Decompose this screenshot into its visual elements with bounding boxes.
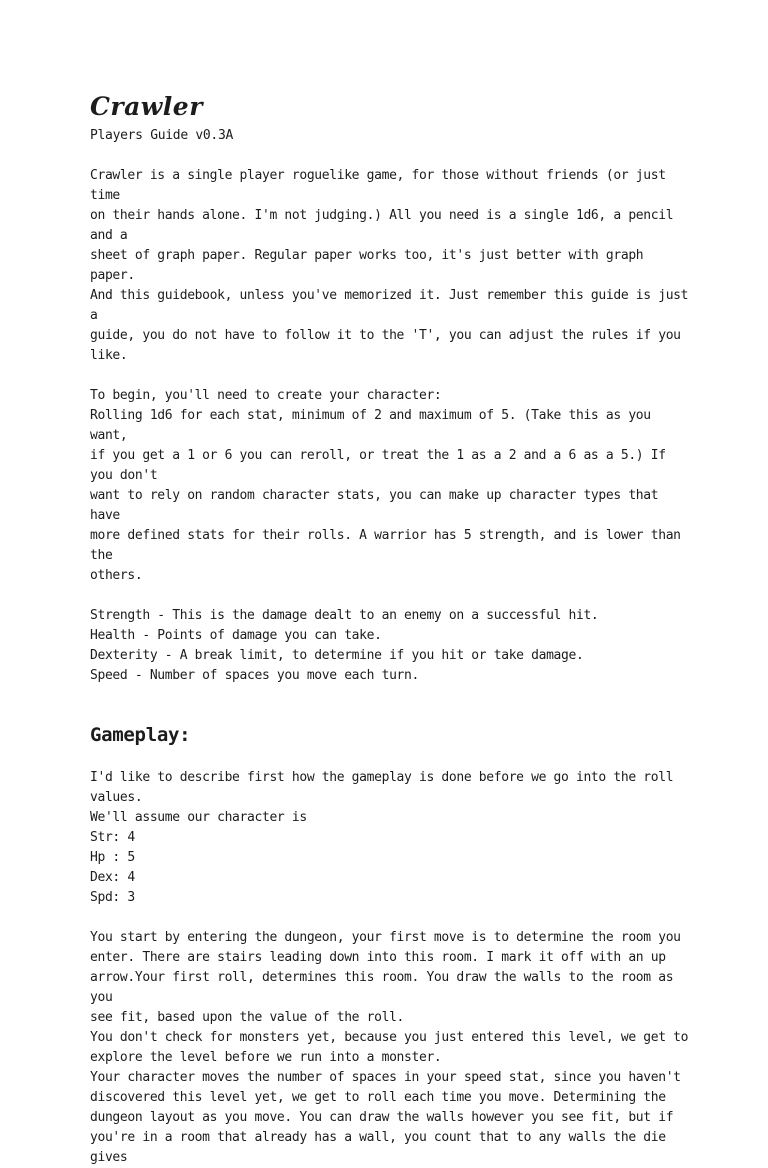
- stat-dexterity: Dexterity - A break limit, to determine if you hit or take damage.: [90, 648, 584, 663]
- stat-speed: Speed - Number of spaces you move each turn.: [90, 668, 419, 683]
- stats-list: [90, 606, 690, 686]
- stat-health: Health - Points of damage you can take.: [90, 628, 382, 643]
- gameplay-heading: Gameplay:: [90, 724, 191, 746]
- gameplay-body-paragraph: You start by entering the dungeon, your first move is to determine the room you enter. There are stairs leading down into this room. I mark it off with an up arrow.Your first roll, determines this room. You draw the walls to the room as you see fit, based upon the value of the roll. You don't check for monsters yet, because you just entered this level, we get to explore the level before we run into a monster. Your character moves the number of spaces in your speed stat, since you haven't discovered this level yet, we get to roll each time you move. Determining the dungeon layout as you move. You can draw the walls however you see fit, but if you're in a room that already has a wall, you count that to any walls the die gives: [90, 930, 689, 1165]
- stat-strength: Strength - This is the damage dealt to an enemy on a successful hit.: [90, 608, 599, 623]
- document-title: Crawler: [90, 92, 203, 121]
- document-subtitle: Players Guide v0.3A: [90, 128, 234, 143]
- gameplay-intro-paragraph: I'd like to describe first how the gameplay is done before we go into the roll values. We'll assume our character is Str: 4 Hp : 5 Dex: 4 Spd: 3: [90, 770, 674, 905]
- character-creation-paragraph: To begin, you'll need to create your character: Rolling 1d6 for each stat, minimum of 2 and maximum of 5. (Take this as you want, if you get a 1 or 6 you can reroll, or treat the 1 as a 2 and a 6 as a 5.) If you don't want to rely on random character stats, you can make up character types that have more defined stats for their rolls. A warrior has 5 strength, and is lower than the others.: [90, 388, 681, 583]
- document-page: [90, 90, 690, 1168]
- intro-paragraph: Crawler is a single player roguelike game, for those without friends (or just time on their hands alone. I'm not judging.) All you need is a single 1d6, a pencil and a sheet of graph paper. Regular paper works too, it's just better with graph paper. And this guidebook, unless you've memorized it. Just remember this guide is just a guide, you do not have to follow it to the 'T', you can adjust the rules if you like.: [90, 168, 689, 363]
